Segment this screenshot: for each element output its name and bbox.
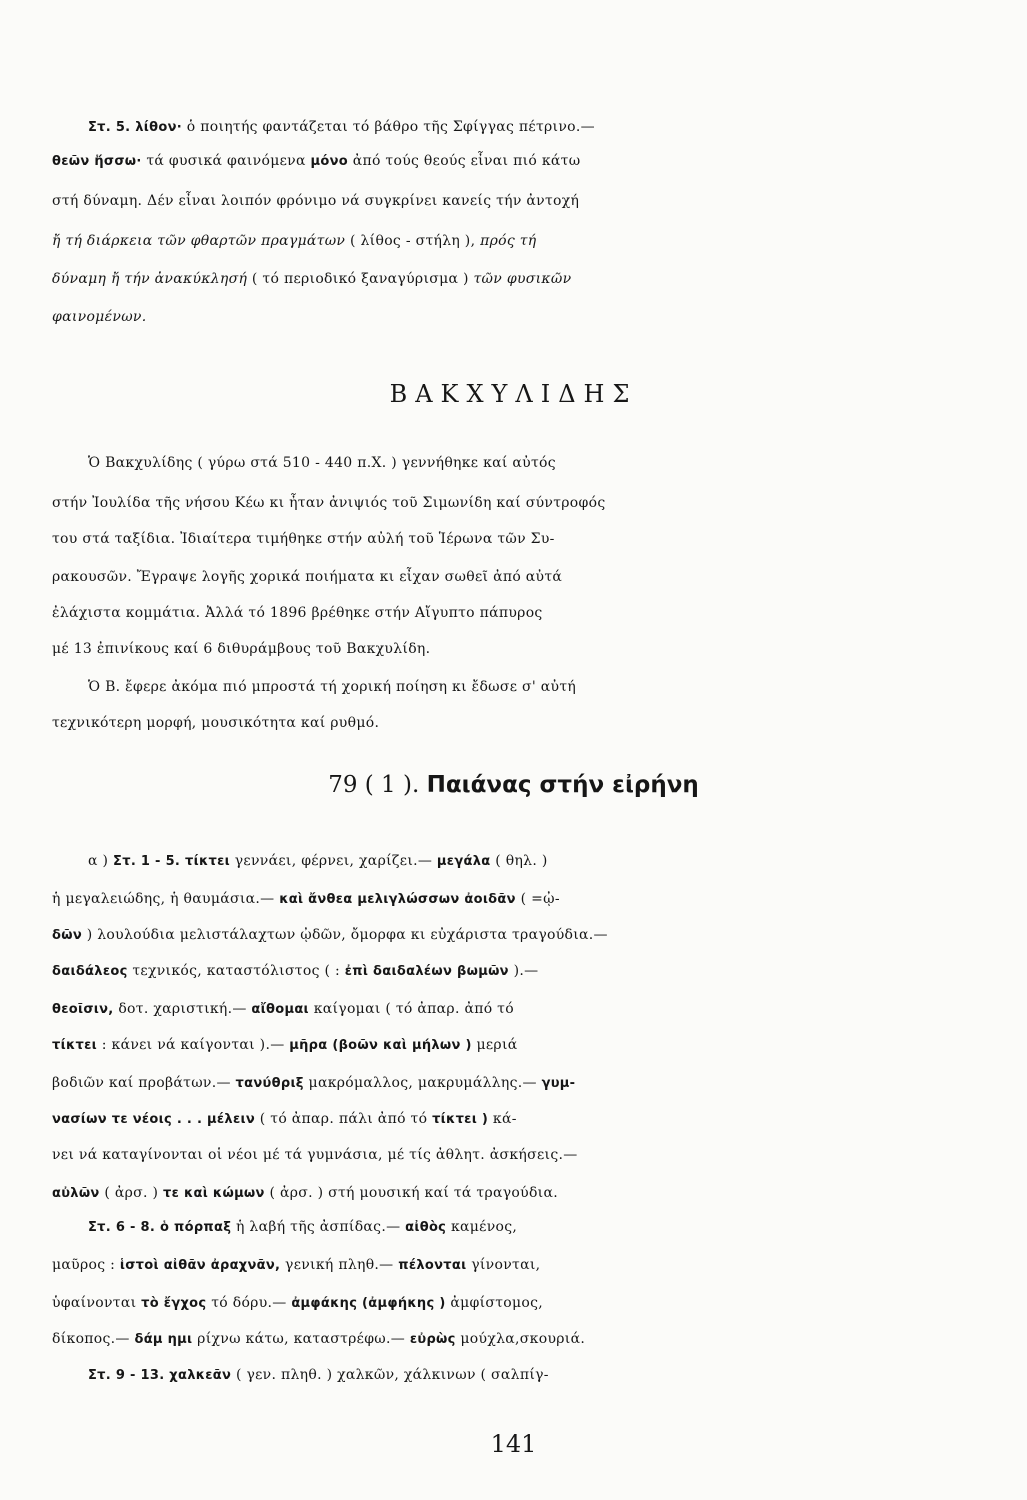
section-title: ΒΑΚΧΥΛΙΔΗΣ [389, 380, 638, 408]
bold-term: τὸ ἔγχος [141, 1296, 207, 1311]
text-line [52, 884, 1027, 915]
poem-title-text: Παιάνας στήν εἰρήνη [426, 772, 699, 798]
text-line: φαινομένων. [52, 309, 147, 325]
text-span: ἡ μεγαλειώδης, ἡ θαυμάσια.— [52, 891, 280, 907]
bold-term: μόνο [310, 154, 348, 169]
text-line: νει νά καταγίνονται οἱ νέοι μέ τά γυμνάσια, μέ τίς ἀθλητ. ἀσκήσεις.— [52, 1147, 578, 1163]
text-span: τό δόρυ.— [206, 1295, 292, 1311]
text-span: ὁ ποιητής φαντάζεται τό βάθρο τῆς Σφίγγας πέτρινο.— [182, 119, 595, 135]
text-line: Ὁ Β. ἔφερε ἀκόμα πιό μπροστά τή χορική ποίηση κι ἔδωσε σ' αὐτή [88, 679, 577, 695]
bold-term: θεοῖσιν, [52, 1002, 114, 1017]
bold-term: δαιδάλεος [52, 964, 128, 979]
bold-term: αἴθομαι [251, 1002, 309, 1017]
text-line [52, 1288, 1027, 1319]
bold-term: τίκτει [52, 1038, 97, 1053]
text-span: ).— [508, 963, 539, 979]
bold-term: τίκτει ) [432, 1112, 489, 1127]
text-line: τεχνικότερη μορφή, μουσικότητα καί ρυθμό. [52, 715, 380, 731]
bold-term: ἀμφάκης (ἀμφήκης ) [291, 1296, 446, 1311]
text-line: στή δύναμη. Δέν εἶναι λοιπόν φρόνιμο νά συγκρίνει κανείς τήν ἀντοχή [52, 193, 580, 209]
page-number: 141 [490, 1430, 537, 1458]
bold-term: πέλονται [398, 1258, 467, 1273]
text-span: κά- [488, 1111, 517, 1127]
italic-span: πρός τή [480, 233, 537, 249]
text-line: στήν Ἰουλίδα τῆς νήσου Κέω κι ἦταν ἀνιψιός τοῦ Σιμωνίδη καί σύντροφός [52, 495, 606, 511]
text-line: του στά ταξίδια. Ἰδιαίτερα τιμήθηκε στήν αὐλή τοῦ Ἱέρωνα τῶν Συ- [52, 531, 555, 547]
bold-term: τανύθριξ [235, 1076, 304, 1091]
text-span: γενική πληθ.— [280, 1257, 399, 1273]
text-span: τεχνικός, καταστόλιστος ( : [127, 963, 345, 979]
bold-term: δάμ ημι [134, 1332, 193, 1347]
text-line: ρακουσῶν. Ἔγραψε λογῆς χορικά ποιήματα κι εἶχαν σωθεῖ ἀπό αὐτά [52, 569, 563, 585]
text-span: βοδιῶν καί προβάτων.— [52, 1075, 236, 1091]
text-span: μούχλα,σκουριά. [455, 1331, 586, 1347]
bold-term: μεγάλα [436, 854, 491, 869]
text-span: ἀμφίστομος, [445, 1295, 544, 1311]
text-span: καίγομαι ( τό ἀπαρ. ἀπό τό [308, 1001, 514, 1017]
bold-term: νασίων τε νέοις . . . μέλειν [52, 1112, 256, 1127]
text-line [52, 1030, 1027, 1061]
bold-term: γυμ- [541, 1076, 576, 1091]
italic-span: τῶν φυσικῶν [473, 271, 572, 287]
text-span: ( =ᾠ- [515, 891, 560, 907]
text-span: τά φυσικά φαινόμενα [141, 153, 311, 169]
bold-term: Στ. 1 - 5. τίκτει [113, 854, 230, 869]
text-line [88, 1212, 1027, 1243]
text-line [52, 264, 1027, 294]
text-span: ( ἀρσ. ) στή μουσική καί τά τραγούδια. [264, 1185, 558, 1201]
text-span: ( τό περιοδικό ξαναγύρισμα ) [247, 271, 474, 287]
text-line [52, 956, 1027, 987]
italic-span: ἤ τή διάρκεια τῶν φθαρτῶν πραγμάτων [52, 233, 346, 249]
text-line [52, 1324, 1027, 1355]
text-span: ( λίθος - στήλη ), [345, 233, 481, 249]
text-span: μακρόμαλλος, μακρυμάλλης.— [303, 1075, 542, 1091]
text-line: ἐλάχιστα κομμάτια. Ἀλλά τό 1896 βρέθηκε στήν Αἴγυπτο πάπυρος [52, 605, 543, 621]
bold-term: μῆρα (βοῶν καὶ μήλων ) [289, 1038, 472, 1053]
text-line [52, 1250, 1027, 1281]
text-span: : κάνει νά καίγονται ).— [97, 1037, 290, 1053]
text-span: δοτ. χαριστική.— [113, 1001, 252, 1017]
text-line [52, 994, 1027, 1025]
bold-term: αὐλῶν [52, 1186, 100, 1201]
text-span: μαῦρος : [52, 1257, 120, 1273]
text-line: μέ 13 ἐπινίκους καί 6 διθυράμβους τοῦ Βακχυλίδη. [52, 641, 431, 657]
bold-term: τε καὶ κώμων [163, 1186, 265, 1201]
poem-title [0, 772, 1027, 798]
text-span: ( θηλ. ) [490, 853, 548, 869]
text-line [52, 920, 1027, 951]
text-span: ρίχνω κάτω, καταστρέφω.— [192, 1331, 410, 1347]
bold-term: θεῶν ἥσσω· [52, 154, 142, 169]
text-line [52, 1104, 1027, 1135]
text-span: ἡ λαβή τῆς ἀσπίδας.— [231, 1219, 406, 1235]
text-span: α ) [88, 853, 109, 869]
text-span: ( τό ἀπαρ. πάλι ἀπό τό [255, 1111, 433, 1127]
text-line [52, 226, 1027, 256]
bold-term: εὐρὼς [409, 1332, 456, 1347]
text-span: γεννάει, φέρνει, χαρίζει.— [230, 853, 437, 869]
text-span: ( γεν. πληθ. ) χαλκῶν, χάλκινων ( σαλπίγ- [231, 1367, 549, 1383]
italic-span: δύναμη ἤ τήν ἀνακύκλησή [52, 271, 248, 287]
text-line: Ὁ Βακχυλίδης ( γύρω στά 510 - 440 π.Χ. ) γεννήθηκε καί αὐτός [88, 455, 556, 471]
text-line [52, 146, 1027, 177]
bold-term: δῶν [52, 928, 82, 943]
text-line [52, 1068, 1027, 1099]
poem-number: 79 ( 1 ). [328, 772, 420, 798]
text-line [88, 1360, 1027, 1391]
text-span: καμένος, [446, 1219, 518, 1235]
text-span: ( ἀρσ. ) [99, 1185, 164, 1201]
bold-term: Στ. 5. λίθον· [88, 120, 182, 135]
text-span: μεριά [471, 1037, 518, 1053]
text-span: γίνονται, [466, 1257, 541, 1273]
text-span: ) λουλούδια μελιστάλαχτων ᾠδῶν, ὄμορφα κι εὐχάριστα τραγούδια.— [82, 927, 608, 943]
text-line [52, 1178, 1027, 1209]
bold-term: ἐπὶ δαιδαλέων βωμῶν [344, 964, 509, 979]
bold-term: καὶ ἄνθεα μελιγλώσσων ἀοιδᾶν [279, 892, 516, 907]
text-span: ὑφαίνονται [52, 1295, 142, 1311]
text-span: ἀπό τούς θεούς εἶναι πιό κάτω [347, 153, 581, 169]
bold-term: Στ. 9 - 13. χαλκεᾶν [88, 1368, 232, 1383]
bold-term: αἰθὸς [405, 1220, 447, 1235]
bold-term: Στ. 6 - 8. ὁ πόρπαξ [88, 1220, 232, 1235]
text-span: δίκοπος.— [52, 1331, 135, 1347]
bold-term: ἱστοὶ αἰθᾶν ἀραχνᾶν, [119, 1258, 281, 1273]
text-line [88, 846, 1027, 877]
text-line [88, 112, 1027, 143]
